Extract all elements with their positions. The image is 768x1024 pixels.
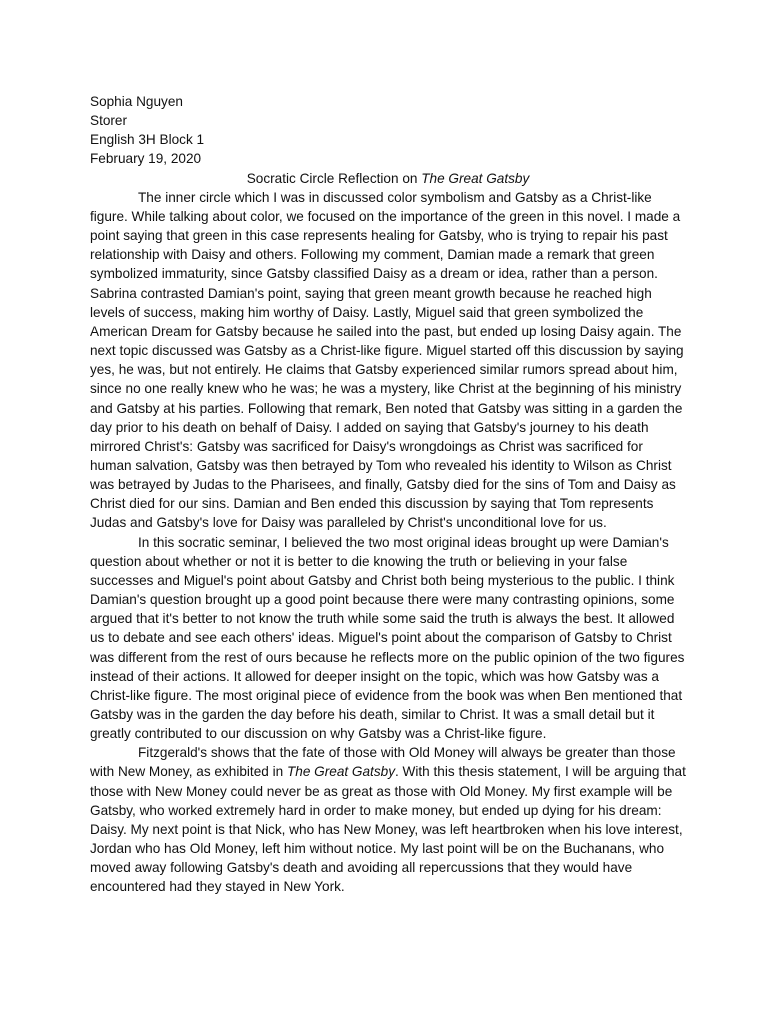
- document-title: [90, 169, 686, 188]
- thesis-before: Fitzgerald's shows that the fate of those with Old Money will always be greater than those with New Money, as exhibited in: [90, 745, 676, 780]
- course-name: English 3H Block 1: [90, 132, 205, 148]
- teacher-name: Storer: [90, 113, 128, 129]
- document-date: February 19, 2020: [90, 151, 202, 167]
- thesis-after: . With this thesis statement, I will be arguing that those with New Money could never be as great as those with Old Money. My first example will be Gatsby, who worked extremely hard in order to make money, but ended up dying for his dream: Daisy. My next point is that Nick, who has New Money, was left heartbroken when his love interest, Jordan who has Old Money, left him without notice. My last point will be on the Buchanans, who moved away following Gatsby's death and avoiding all repercussions that they would have encountered had they stayed in New York.: [90, 764, 686, 895]
- paragraph-discussion: The inner circle which I was in discussed color symbolism and Gatsby as a Christ-like figure. While talking about color, we focused on the importance of the green in this novel. I made a point saying that green in this case represents healing for Gatsby, who is trying to repair his past relationship with Daisy and others. Following my comment, Damian made a remark that green symbolized immaturity, since Gatsby classified Daisy as a dream or idea, rather than a person. Sabrina contrasted Damian's point, saying that green meant growth because he reached high levels of success, making him worthy of Daisy. Lastly, Miguel said that green symbolized the American Dream for Gatsby because he sailed into the past, but ended up losing Daisy again. The next topic discussed was Gatsby as a Christ-like figure. Miguel started off this discussion by saying yes, he was, but not entirely. He claims that Gatsby experienced similar rumors spread about him, since no one really knew who he was; he was a mystery, like Christ at the beginning of his ministry and Gatsby at his parties. Following that remark, Ben noted that Gatsby was sitting in a garden the day prior to his death on behalf of Daisy. I added on saying that Gatsby's journey to his death mirrored Christ's: Gatsby was sacrificed for Daisy's wrongdoings as Christ was sacrificed for human salvation, Gatsby was then betrayed by Tom who revealed his identity to Wilson as Christ was betrayed by Judas to the Pharisees, and finally, Gatsby died for the sins of Tom and Daisy as Christ died for our sins. Damian and Ben ended this discussion by saying that Tom represents Judas and Gatsby's love for Daisy was paralleled by Christ's unconditional love for us.: [90, 189, 684, 531]
- student-name: Sophia Nguyen: [90, 94, 183, 109]
- paragraph-original-ideas: In this socratic seminar, I believed the two most original ideas brought up were Damian's question about whether or not it is better to die knowing the truth or believing in your false successes and Miguel's point about Gatsby and Christ both being mysterious to the public. I think Damian's question brought up a good point because there were many contrasting opinions, some argued that it's better to not know the truth while some said the truth is always the best. It allowed us to debate and see each others' ideas. Miguel's point about the comparison of Gatsby to Christ was different from the rest of ours because he reflects more on the public opinion of the two figures instead of their actions. It allowed for deeper insight on the topic, which was how Gatsby was a Christ-like figure. The most original piece of evidence from the book was when Ben mentioned that Gatsby was in the garden the day before his death, similar to Christ. It was a small detail but it greatly contributed to our discussion on why Gatsby was a Christ-like figure.: [90, 534, 685, 742]
- thesis-book: The Great Gatsby: [286, 764, 395, 780]
- title-book: The Great Gatsby: [421, 170, 530, 186]
- title-prefix: Socratic Circle Reflection on: [246, 170, 422, 186]
- document-body: [90, 92, 686, 897]
- paragraph-thesis: [90, 743, 686, 896]
